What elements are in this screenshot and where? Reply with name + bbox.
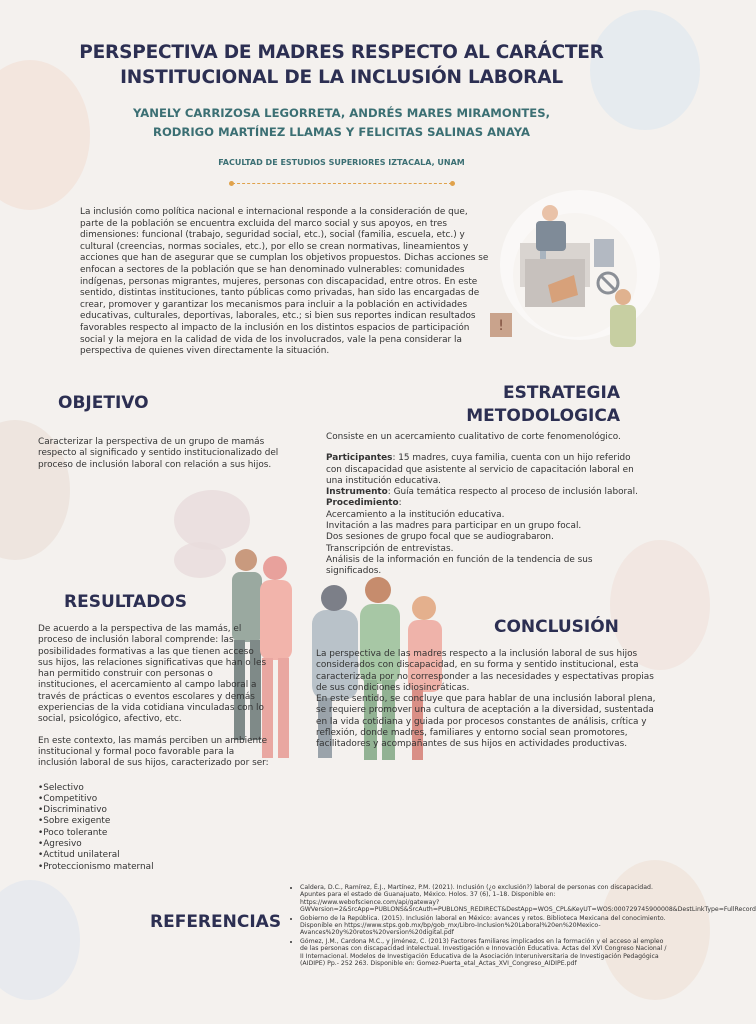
list-item: •Poco tolerante bbox=[38, 827, 108, 838]
authors-line-1: YANELY CARRIZOSA LEGORRETA, ANDRÉS MARES MIRAMONTES, bbox=[133, 106, 550, 120]
list-item: •Competitivo bbox=[38, 793, 98, 804]
divider-dot-left bbox=[229, 181, 234, 186]
resultados-list bbox=[38, 783, 271, 873]
poster-title bbox=[30, 40, 653, 90]
header-divider bbox=[232, 183, 452, 184]
referencias-heading: REFERENCIAS bbox=[150, 912, 282, 932]
reference-item: • Caldera, D.C., Ramírez, É.J., Martínez, P.M. (2021). Inclusión (¿o exclusión?) laboral de personas con discapacidad. Apuntes para el estado de Guanajuato, México. Holos. 37 (6), 1–18. Disponible en: https://www.webofscience.com/api/gateway?GWVersion=2&SrcApp=PUBLONS&SrcAuth=PUBLONS_REDIRECT&DestApp=WOS_CPL&KeyUT=WOS:000729745900008&DestLinkType=FullRecord bbox=[300, 884, 668, 914]
participantes-label: Participantes bbox=[326, 453, 393, 464]
list-item: •Actitud unilateral bbox=[38, 850, 120, 861]
procedimiento-step: Análisis de la información en función de la tendencia de sus significados. bbox=[326, 554, 593, 577]
list-item: •Agresivo bbox=[38, 839, 82, 850]
reference-item: • Gobierno de la República. (2015). Inclusión laboral en México: avances y retos. Biblioteca Mexicana del conocimiento. Disponible en https://www.stps.gob.mx/bp/gob_mx/Libro-Inclusion%20Laboral%20en%20Mexico-Avances%20y%20retos%20version%20digital.pdf bbox=[300, 915, 668, 937]
list-item: •Discriminativo bbox=[38, 805, 107, 816]
estrategia-heading-line-1: ESTRATEGIA bbox=[502, 383, 620, 403]
references-list bbox=[290, 884, 756, 968]
protest-illustration bbox=[490, 195, 650, 370]
estrategia-intro: Consiste en un acercamiento cualitativo de corte fenomenológico. bbox=[326, 432, 621, 442]
intro-paragraph: La inclusión como política nacional e internacional responde a la consideración de que, parte de la población se encuentra excluida del marco social y sus apoyos, en tres dimensiones: funcional (trabajo, seguridad social, etc.), social (familia, escuela, etc.) y cultural (creencias, normas sociales, etc.), por ello se crean normativas, lineamientos y acciones que han de asegurar que se cumplan los objetivos propuestos. Dichas acciones se enfocan a sectores de la población que se han denominado vulnerables: comunidades indígenas, personas migrantes, mujeres, personas con discapacidad, entre otros. En este sentido, distintas instituciones, tanto públicas como privadas, han sido las encargadas de crear, promover y garantizar los mecanismos para incluir a la población en actividades educativas, culturales, deportivas, laborales, etc.; si bien sus reportes indican resultados favorables respecto al impacto de la inclusión en los distintos espacios de participación social y la mejora en la calidad de vida de los involucrados, vale la pena considerar la perspectiva de quienes viven directamente la situación. bbox=[80, 207, 489, 357]
conclusion-para-2: En este sentido, se concluye que para hablar de una inclusión laboral plena, se requiere promover una cultura de aceptación a la diversidad, sustentada en la vida cotidiana y guiada por procesos constantes de análisis, crítica y reflexión, donde madres, familiares y entorno social sean promotores, facilitadores y acompañantes de sus hijos en actividades productivas. bbox=[316, 694, 656, 750]
divider-dot-right bbox=[450, 181, 455, 186]
resultados-para-2: En este contexto, las mamás perciben un ambiente institucional y formal poco favorable para la inclusión laboral de sus hijos, caracterizado por ser: bbox=[38, 735, 269, 769]
title-line-1: PERSPECTIVA DE MADRES RESPECTO AL CARÁCTER bbox=[79, 42, 604, 63]
resultados-heading: RESULTADOS bbox=[64, 592, 188, 612]
list-item: •Sobre exigente bbox=[38, 816, 111, 827]
svg-text:!: ! bbox=[498, 318, 504, 334]
faculty: FACULTAD DE ESTUDIOS SUPERIORES IZTACALA, UNAM bbox=[218, 158, 465, 167]
procedimiento-step: Acercamiento a la institución educativa. bbox=[326, 509, 505, 520]
resultados-body bbox=[38, 624, 271, 873]
procedimiento-colon: : bbox=[398, 498, 402, 509]
objetivo-text: Caracterizar la perspectiva de un grupo de mamás respecto al significado y sentido institucionalizado del proceso de inclusión laboral con relación a sus hijos. bbox=[38, 437, 279, 470]
procedimiento-step: Invitación a las madres para participar en un grupo focal. bbox=[326, 521, 582, 532]
list-item: •Proteccionismo maternal bbox=[38, 861, 154, 872]
title-line-2: INSTITUCIONAL DE LA INCLUSIÓN LABORAL bbox=[120, 67, 563, 88]
estrategia-heading-line-2: METODOLOGICA bbox=[466, 406, 620, 426]
procedimiento-label: Procedimiento bbox=[326, 498, 399, 509]
procedimiento-step: Dos sesiones de grupo focal que se audiograbaron. bbox=[326, 532, 554, 543]
participantes-text: : 15 madres, cuya familia, cuenta con un hijo referido con discapacidad que asistente al servicio de capacitación laboral en una institución educativa. bbox=[326, 453, 634, 486]
authors bbox=[30, 104, 653, 142]
conclusion-para-1: La perspectiva de las madres respecto a la inclusión laboral de sus hijos considerados con discapacidad, en su forma y sentido institucional, esta caracterizada por no corresponder a las necesidades y espectativas propias de sus condiciones idiosincráticas. bbox=[316, 649, 654, 693]
objetivo-heading: OBJETIVO bbox=[58, 393, 149, 413]
instrumento-label: Instrumento bbox=[326, 487, 388, 498]
decor-blob bbox=[0, 880, 80, 1000]
reference-item: • Gómez, J.M., Cardona M.C., y Jiménez, C. (2013) Factores familiares implicados en la formación y el acceso al empleo de las personas con discapacidad intelectual. Investigación e Innovación Educativa. Actas del XVI Congreso Nacional / II Internacional. Modelos de Investigación Educativa de la Asociación Interuniversitaria de Investigación Pedagógica (AIDIPE) Pp.- 252 263. Disponible en: Gomez-Puerta_etal_Actas_XVI_Congreso_AIDIPE.pdf bbox=[300, 938, 668, 968]
procedimiento-step: Transcripción de entrevistas. bbox=[326, 543, 454, 554]
authors-line-2: RODRIGO MARTÍNEZ LLAMAS Y FELICITAS SALINAS ANAYA bbox=[153, 125, 530, 139]
instrumento-text: : Guía temática respecto al proceso de inclusión laboral. bbox=[387, 487, 638, 498]
conclusion-body bbox=[316, 649, 656, 751]
conclusion-heading: CONCLUSIÓN bbox=[494, 617, 619, 637]
list-item: •Selectivo bbox=[38, 782, 84, 793]
estrategia-heading bbox=[440, 382, 620, 428]
resultados-para-1: De acuerdo a la perspectiva de las mamás, el proceso de inclusión laboral comprende: las posibilidades formativas a las que tienen acceso sus hijos, las relaciones significativas que han o les han permitido construir con personas o instituciones, el acercamiento al campo laboral a través de prácticas o eventos escolares y demás experiencias de la vida cotidiana vinculadas con lo social, psicológico, afectivo, etc. bbox=[38, 624, 267, 725]
